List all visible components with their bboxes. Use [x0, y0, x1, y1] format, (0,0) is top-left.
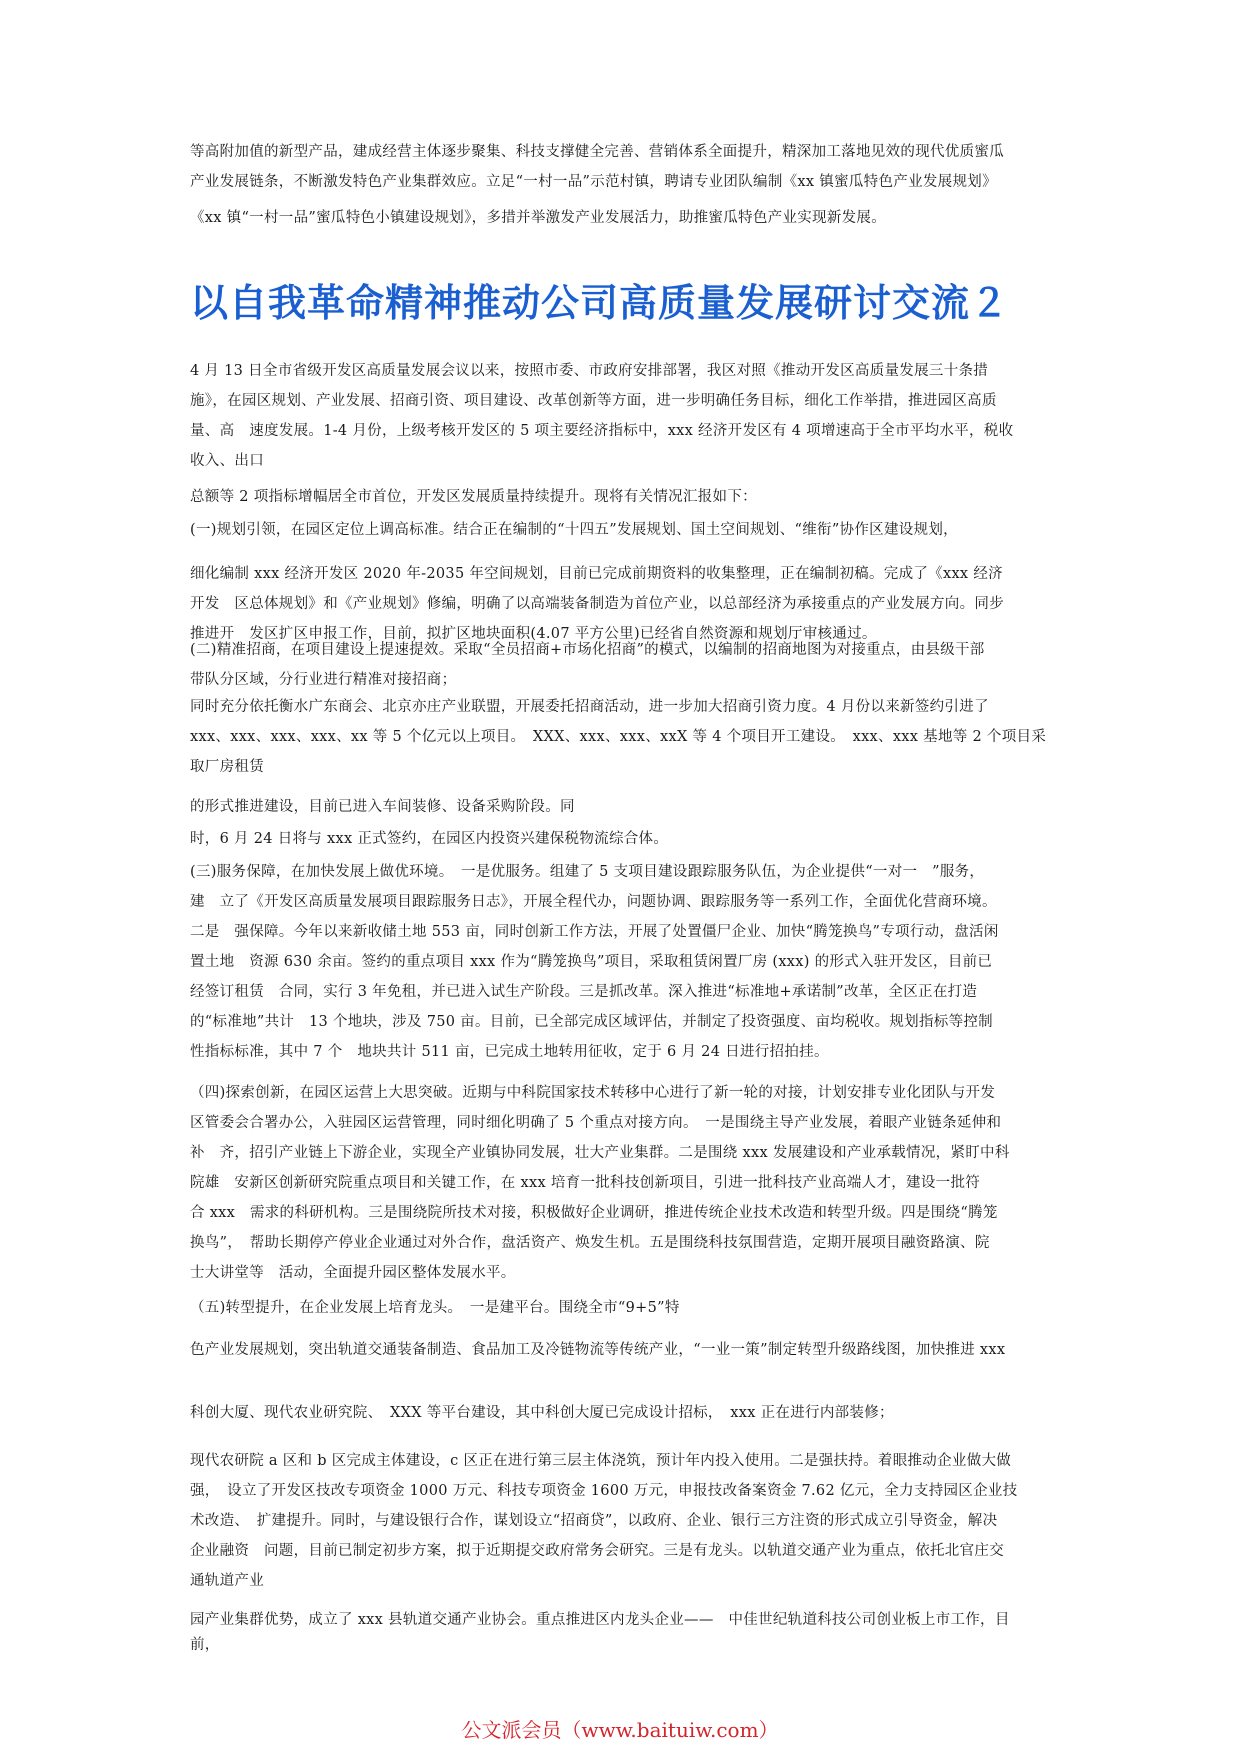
paragraph-1 — [190, 356, 1060, 476]
paragraph-9 — [190, 857, 1060, 1067]
text-line: 性指标标准，其中 7 个 地块共计 511 亩，已完成土地转用征收，定于 6 月 24 日进行招拍挂。 — [190, 1044, 829, 1060]
text-line: (一)规划引领，在园区定位上调高标准。结合正在编制的“十四五”发展规划、国土空间规划、“维衔”协作区建设规划， — [190, 522, 958, 538]
text-line: 园产业集群优势，成立了 xxx 县轨道交通产业协会。重点推进区内龙头企业—— 中佳世纪轨道科技公司创业板上市工作，目 — [190, 1612, 1010, 1628]
text-line: 术改造、 扩建提升。同时，与建设银行合作，谋划设立“招商贷”，以政府、企业、银行三方注资的形式成立引导资金，解决 — [190, 1513, 998, 1529]
paragraph-2 — [190, 482, 1060, 512]
text-line: xxx、xxx、xxx、xxx、xx 等 5 个亿元以上项目。 XXX、xxx、xxx、xxX 等 4 个项目开工建设。 xxx、xxx 基地等 2 个项目采 — [190, 729, 1047, 745]
text-line: 合 xxx 需求的科研机构。三是围绕院所技术对接，积极做好企业调研，推进传统企业技术改造和转型升级。四是围绕“腾笼 — [190, 1205, 998, 1221]
text-line: 士大讲堂等 活动，全面提升园区整体发展水平。 — [190, 1265, 516, 1281]
text-line: 企业融资 问题，目前已制定初步方案，拟于近期提交政府常务会研究。三是有龙头。以轨道交通产业为重点，依托北官庄交 — [190, 1543, 1004, 1559]
text-line: 量、高 速度发展。1-4 月份，上级考核开发区的 5 项主要经济指标中，xxx 经济开发区有 4 项增速高于全市平均水平，税收 — [190, 423, 1014, 439]
text-line: 经签订租赁 合同，实行 3 年免租，并已进入试生产阶段。三是抓改革。深入推进“标准地+承诺制”改革，全区正在打造 — [190, 984, 978, 1000]
text-line: 收入、出口 — [190, 453, 264, 469]
text-line: 同时充分依托衡水广东商会、北京亦庄产业联盟，开展委托招商活动，进一步加大招商引资力度。4 月份以来新签约引进了 — [190, 699, 989, 715]
text-line: 开发 区总体规划》和《产业规划》修编，明确了以高端装备制造为首位产业，以总部经济为承接重点的产业发展方向。同步 — [190, 596, 1004, 612]
paragraph-8 — [190, 824, 1060, 854]
text-line: 补 齐，招引产业链上下游企业，实现全产业镇协同发展，壮大产业集群。二是围绕 xxx 发展建设和产业承载情况，紧盯中科 — [190, 1145, 1010, 1161]
text-line: 置土地 资源 630 余亩。签约的重点项目 xxx 作为“腾笼换鸟”项目，采取租赁闲置厂房 (xxx) 的形式入驻开发区，目前已 — [190, 954, 993, 970]
text-line: (三)服务保障，在加快发展上做优环境。 一是优服务。组建了 5 支项目建设跟踪服务队伍，为企业提供“一对一 ”服务， — [190, 864, 985, 880]
text-line: 换鸟”， 帮助长期停产停业企业通过对外合作，盘活资产、焕发生机。五是围绕科技氛围营造，定期开展项目融资路演、院 — [190, 1235, 990, 1251]
text-line: 的形式推进建设，目前已进入车间装修、设备采购阶段。同 — [190, 799, 575, 815]
paragraph-10 — [190, 1078, 1060, 1288]
text-line: 二是 强保障。今年以来新收储土地 553 亩，同时创新工作方法，开展了处置僵尸企业、加快“腾笼换鸟”专项行动，盘活闲 — [190, 924, 999, 940]
paragraph-5 — [190, 635, 1060, 695]
text-line: 时，6 月 24 日将与 xxx 正式签约，在园区内投资兴建保税物流综合体。 — [190, 831, 669, 847]
paragraph-13 — [190, 1398, 1060, 1428]
text-line: 推进开 发区扩区申报工作，目前，拟扩区地块面积(4.07 平方公里)已经省自然资源和规划厅审核通过。 — [190, 626, 877, 642]
paragraph-7 — [190, 792, 1060, 822]
text-line: 强， 设立了开发区技改专项资金 1000 万元、科技专项资金 1600 万元，申报技改备案资金 7.62 亿元，全力支持园区企业技 — [190, 1483, 1018, 1499]
page-title: 以自我革命精神推动公司高质量发展研讨交流２ — [190, 281, 1010, 325]
paragraph-3 — [190, 515, 1060, 545]
text-line: 带队分区域，分行业进行精准对接招商； — [190, 672, 457, 688]
text-line: 总额等 2 项指标增幅居全市首位，开发区发展质量持续提升。现将有关情况汇报如下： — [190, 489, 757, 505]
text-line: 建 立了《开发区高质量发展项目跟踪服务日志》，开展全程代办，问题协调、跟踪服务等一系列工作，全面优化营商环境。 — [190, 894, 997, 910]
paragraph-14 — [190, 1446, 1060, 1596]
text-line: 施》，在园区规划、产业发展、招商引资、项目建设、改革创新等方面，进一步明确任务目标，细化工作举措，推进园区高质 — [190, 393, 997, 409]
text-line: 现代农研院 a 区和 b 区完成主体建设，c 区正在进行第三层主体浇筑，预计年内投入使用。二是强扶持。着眼推动企业做大做 — [190, 1453, 1012, 1469]
intro-paragraph — [190, 137, 1060, 197]
text-line: 取厂房租赁 — [190, 759, 264, 775]
text-line: (二)精准招商，在项目建设上提速提效。采取“全员招商+市场化招商”的模式，以编制的招商地图为对接重点，由县级干部 — [190, 642, 985, 658]
text-line: 科创大厦、现代农业研究院、 XXX 等平台建设，其中科创大厦已完成设计招标， xxx 正在进行内部装修； — [190, 1405, 894, 1421]
text-line: （四)探索创新，在园区运营上大思突破。近期与中科院国家技术转移中心进行了新一轮的对接，计划安排专业化团队与开发 — [190, 1085, 996, 1101]
text-line: 区管委会合署办公，入驻园区运营管理，同时细化明确了 5 个重点对接方向。 一是围绕主导产业发展，着眼产业链条延伸和 — [190, 1115, 1002, 1131]
text-line: 《xx 镇“一村一品”蜜瓜特色小镇建设规划》，多措并举激发产业发展活力，助推蜜瓜特色产业实现新发展。 — [190, 210, 887, 226]
paragraph-12 — [190, 1335, 1060, 1365]
paragraph-15 — [190, 1605, 1060, 1655]
text-line: 4 月 13 日全市省级开发区高质量发展会议以来，按照市委、市政府安排部署，我区对照《推动开发区高质量发展三十条措 — [190, 363, 989, 379]
text-line: 院雄 安新区创新研究院重点项目和关键工作，在 xxx 培育一批科技创新项目，引进一批科技产业高端人才，建设一批符 — [190, 1175, 981, 1191]
text-line: 细化编制 xxx 经济开发区 2020 年-2035 年空间规划，目前已完成前期资料的收集整理，正在编制初稿。完成了《xxx 经济 — [190, 566, 1003, 582]
text-line: 色产业发展规划，突出轨道交通装备制造、食品加工及冷链物流等传统产业，“一业一策”制定转型升级路线图，加快推进 xxx — [190, 1342, 1006, 1358]
intro-paragraph-end — [190, 203, 1060, 233]
text-line: 通轨道产业 — [190, 1573, 264, 1589]
text-line: 等高附加值的新型产品，建成经营主体逐步聚集、科技支撑健全完善、营销体系全面提升，精深加工落地见效的现代优质蜜瓜 — [190, 144, 1004, 160]
paragraph-6 — [190, 692, 1060, 782]
text-line: 前， — [190, 1637, 220, 1653]
paragraph-11 — [190, 1293, 1060, 1323]
text-line: 产业发展链条，不断激发特色产业集群效应。立足“一村一品”示范村镇，聘请专业团队编制《xx 镇蜜瓜特色产业发展规划》 — [190, 174, 997, 190]
text-line: 的“标准地”共计 13 个地块，涉及 750 亩。目前，已全部完成区域评估，并制定了投资强度、亩均税收。规划指标等控制 — [190, 1014, 993, 1030]
footer-watermark: 公文派会员（www.baituiw.com） — [461, 1718, 779, 1742]
text-line: （五)转型提升，在企业发展上培育龙头。 一是建平台。围绕全市“9+5”特 — [190, 1300, 680, 1316]
